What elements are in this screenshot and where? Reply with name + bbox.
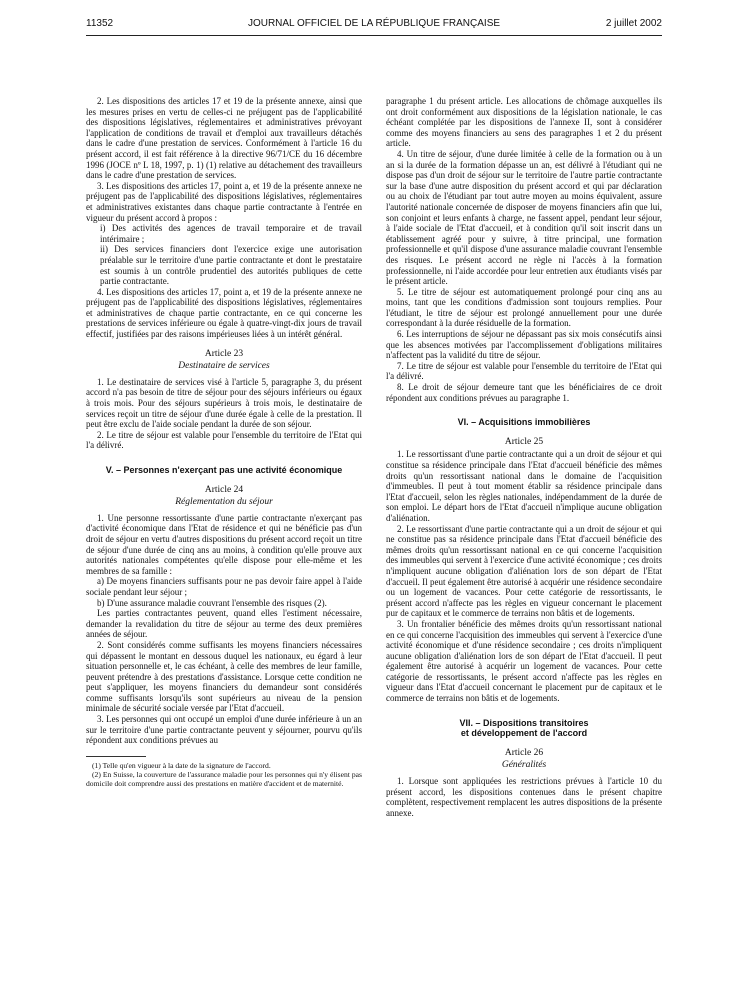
paragraph: 2. Sont considérés comme suffisants les moyens financiers nécessaires qui dépassent le montant en dessous duquel les nationaux, eu égard à leur situation personnelle et, le cas échéant, à celle des membres de leur famille, peuvent prétendre à des prestations d'assistance. Lorsque cette condition ne peut s'appliquer, les moyens financiers du demandeur sont considérés comme suffisants lorsqu'ils sont supérieurs au niveau de la pension minimale de sécurité sociale versée par l'Etat d'accueil. <box>86 639 362 714</box>
list-item: b) D'une assurance maladie couvrant l'ensemble des risques (2). <box>97 597 327 608</box>
paragraph: 3. Un frontalier bénéficie des mêmes droits qu'un ressortissant national en ce qui concerne l'acquisition des immeubles qui servent à l'exercice d'une activité économique et d'une résidence secondaire ; ces droits n'impliquent aucune obligation d'aliénation lors de son départ de l'Etat d'accueil. Il peut également être autorisé à acquérir un logement de vacances. Pour cette catégorie de ressortissants, le présent accord n'affecte pas les règles en vigueur dans l'Etat d'accueil concernant le placement pur de capitaux et le commerce de terrains non bâtis et de logements. <box>386 618 662 704</box>
article-title: Réglementation du séjour <box>175 497 273 508</box>
paragraph: 1. Lorsque sont appliquées les restrictions prévues à l'article 10 du présent accord, les dispositions contenues dans le présent chapitre complètent, respectivement remplacent les autres dispositions de la présente annexe. <box>386 776 662 818</box>
paragraph: 3. Les dispositions des articles 17, point a, et 19 de la présente annexe ne préjugent pas de l'applicabilité des dispositions législatives, réglementaires et administratives existantes dans chaque partie contractante à l'entrée en vigueur du présent accord à propos : <box>86 180 362 223</box>
page-header <box>86 18 662 34</box>
article-heading: Article 24 <box>204 484 244 495</box>
paragraph: 2. Les dispositions des articles 17 et 19 de la présente annexe, ainsi que les mesures prises en vertu de celles-ci ne préjugent pas de l'applicabilité des dispositions législatives, réglementaires et administratives prévoyant l'application de conditions de travail et d'emploi aux travailleurs détachés dans le cadre d'une prestation de services. Conformément à l'article 16 du présent accord, il est fait référence à la directive 96/71/CE du 16 décembre 1996 (JOCE nº L 18, 1997, p. 1) (1) relative au détachement des travailleurs dans le cadre d'une prestation de services. <box>86 96 362 181</box>
list-item: a) De moyens financiers suffisants pour ne pas devoir faire appel à l'aide sociale pendant leur séjour ; <box>86 576 362 597</box>
paragraph: 8. Le droit de séjour demeure tant que les bénéficiaires de ce droit répondent aux conditions prévues au paragraphe 1. <box>386 382 662 403</box>
section-heading: V. – Personnes n'exerçant pas une activité économique <box>105 465 343 475</box>
article-title: Généralités <box>501 760 547 771</box>
paragraph: paragraphe 1 du présent article. Les allocations de chômage auxquelles ils ont droit conformément aux dispositions de la législation nationale, le cas échéant complétée par les dispositions de l'annexe II, sont à considérer comme des moyens financiers au sens des paragraphes 1 et 2 du présent article. <box>386 96 662 149</box>
article-title: Destinataire de services <box>178 361 270 372</box>
footnote: (2) En Suisse, la couverture de l'assurance maladie pour les personnes qui n'y élisent pas domicile doit comprendre aussi des prestations en matière d'accident et de maternité. <box>86 769 362 788</box>
paragraph: 1. Le destinataire de services visé à l'article 5, paragraphe 3, du présent accord n'a pas besoin de titre de séjour pour des séjours inférieurs ou égaux à trois mois. Pour des séjours supérieurs à trois mois, le destinataire de services reçoit un titre de séjour d'une durée égale à celle de la prestation. Il peut être exclu de l'aide sociale pendant la durée de son séjour. <box>86 376 362 430</box>
paragraph: 5. Le titre de séjour est automatiquement prolongé pour cinq ans au moins, tant que les conditions d'admission sont toujours remplies. Pour l'étudiant, le titre de séjour est prolongé annuellement pour une durée correspondant à la durée résiduelle de la formation. <box>386 286 662 329</box>
right-column <box>386 96 662 818</box>
paragraph: 1. Le ressortissant d'une partie contractante qui a un droit de séjour et qui constitue sa résidence principale dans l'Etat d'accueil bénéficie des mêmes droits qu'un ressortissant national dans le domaine de l'acquisition d'immeubles. Il peut à tout moment établir sa résidence principale dans l'Etat d'accueil, selon les règles nationales, indépendamment de la durée de son emploi. Le départ hors de l'Etat d'accueil n'implique aucune obligation d'aliénation. <box>386 449 662 523</box>
section-heading-line2: et développement de l'accord <box>460 728 588 739</box>
list-item: i) Des activités des agences de travail temporaire et de travail intérimaire ; <box>100 223 362 244</box>
section-heading: VII. – Dispositions transitoires <box>459 717 589 728</box>
paragraph: Les parties contractantes peuvent, quand elles l'estiment nécessaire, demander la revalidation du titre de séjour au terme des deux premières années de séjour. <box>86 608 362 640</box>
paragraph: 4. Les dispositions des articles 17, point a, et 19 de la présente annexe ne préjugent pas de l'applicabilité des dispositions législatives, réglementaires et administratives de chaque partie contractante, en ce qui concerne les prestations de services inférieure ou égale à quatre-vingt-dix jours de travail effectif, justifiées par des raisons impérieuses liées à un intérêt général. <box>86 286 362 340</box>
header-rule <box>86 35 662 36</box>
paragraph: 4. Un titre de séjour, d'une durée limitée à celle de la formation ou à un an si la durée de la formation dépasse un an, est délivré à l'étudiant qui ne dispose pas d'un droit de séjour sur le territoire de l'autre partie contractante sur la base d'une autre disposition du présent accord et qui par déclaration ou au choix de l'étudiant par tout autre moyen au moins équivalent, assure l'autorité nationale concernée de disposer de moyens financiers afin que lui, son conjoint et leurs enfants à charge, ne fassent appel, pendant leur séjour, à l'aide sociale de l'Etat d'accueil, et à condition qu'il soit inscrit dans un établissement agréé pour y suivre, à titre principal, une formation professionnelle et qu'il dispose d'une assurance maladie couvrant l'ensemble des risques. Le présent accord ne règle ni l'accès à la formation professionnelle, ni l'aide accordée pour leur entretien aux étudiants visés par le présent article. <box>386 148 662 287</box>
left-column <box>86 96 362 788</box>
footnote: (1) Telle qu'en vigueur à la date de la signature de l'accord. <box>92 760 271 770</box>
paragraph: 1. Une personne ressortissante d'une partie contractante n'exerçant pas d'activité économique dans l'Etat de résidence et qui ne bénéficie pas d'un droit de séjour en vertu d'autres dispositions du présent accord reçoit un titre de séjour d'une durée de cinq ans au moins, à condition qu'elle prouve aux autorités nationales compétentes qu'elle dispose pour elle-même et les membres de sa famille : <box>86 512 362 576</box>
page-number: 11352 <box>86 18 114 29</box>
article-heading: Article 26 <box>504 747 544 758</box>
section-heading: VI. – Acquisitions immobilières <box>457 417 591 428</box>
publication-date: 2 juillet 2002 <box>605 18 662 29</box>
article-heading: Article 25 <box>504 436 544 447</box>
list-item: ii) Des services financiers dont l'exercice exige une autorisation préalable sur le territoire d'une partie contractante et dont le prestataire est soumis à un contrôle prudentiel des autorités publiques de cette partie contractante. <box>100 244 362 287</box>
paragraph: 2. Le ressortissant d'une partie contractante qui a un droit de séjour et qui ne constitue pas sa résidence principale dans l'Etat d'accueil bénéficie des mêmes droits qu'un ressortissant national en ce qui concerne l'acquisition des immeubles qui servent à l'exercice d'une activité économique ; ces droits n'impliquent aucune obligation d'aliénation lors de son départ de l'Etat d'accueil. Il peut également être autorisé à acquérir une résidence secondaire ou un logement de vacances. Pour cette catégorie de ressortissants, le présent accord n'affecte pas les règles en vigueur concernant le placement pur de capitaux et le commerce de terrains non bâtis et de logements. <box>386 523 662 619</box>
paragraph: 3. Les personnes qui ont occupé un emploi d'une durée inférieure à un an sur le territoire d'une partie contractante peuvent y séjourner, pourvu qu'ils répondent aux conditions prévues au <box>86 714 362 746</box>
paragraph: 7. Le titre de séjour est valable pour l'ensemble du territoire de l'Etat qui l'a délivré. <box>386 360 662 382</box>
paragraph: 2. Le titre de séjour est valable pour l'ensemble du territoire de l'Etat qui l'a délivré. <box>86 429 362 451</box>
paragraph: 6. Les interruptions de séjour ne dépassant pas six mois consécutifs ainsi que les absences motivées par l'accomplissement d'obligations militaires n'affectent pas la validité du titre de séjour. <box>386 329 662 361</box>
article-heading: Article 23 <box>204 348 244 359</box>
journal-title: JOURNAL OFFICIEL DE LA RÉPUBLIQUE FRANÇAISE <box>247 18 501 29</box>
footnote-rule <box>86 756 146 757</box>
